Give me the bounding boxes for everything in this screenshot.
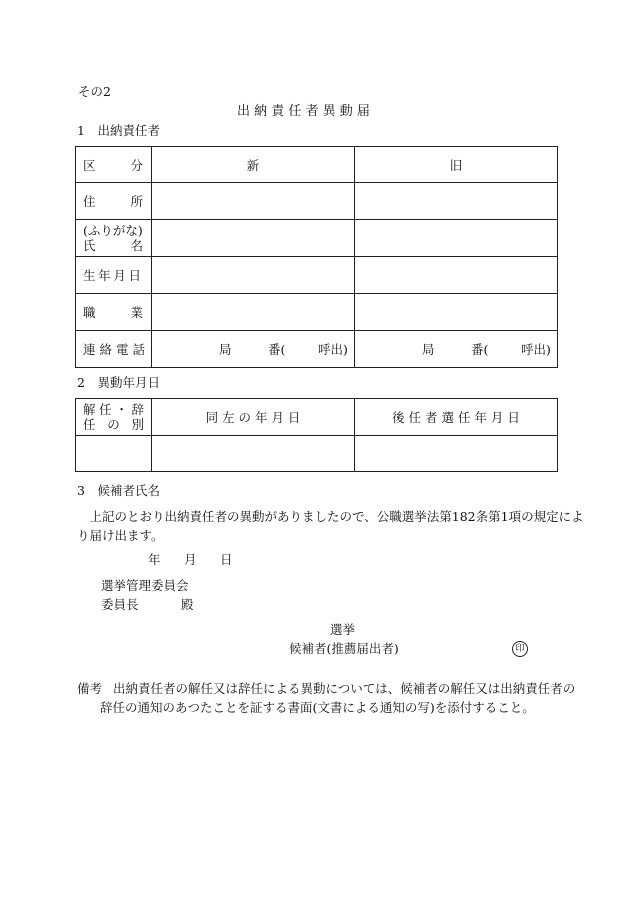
new-phone-cell[interactable]: 局 番( 呼出) [152, 331, 355, 368]
old-header: 旧 [355, 147, 558, 183]
section1-heading: 1 出納責任者 [77, 123, 160, 138]
date-day: 日 [220, 552, 233, 567]
same-date-header: 同 左 の 年 月 日 [152, 399, 355, 436]
address-label: 住 所 [76, 183, 152, 220]
new-birthdate-cell[interactable] [152, 257, 355, 294]
occupation-label: 職 業 [76, 294, 152, 331]
successor-date-header: 後 任 者 選 任 年 月 日 [355, 399, 558, 436]
notice-paragraph-line2: り届け出ます。 [77, 528, 164, 543]
committee-chairman: 委員長 [101, 597, 139, 612]
new-header: 新 [152, 147, 355, 183]
old-address-cell[interactable] [355, 183, 558, 220]
furigana-name-label: (ふりがな) 氏 名 [76, 220, 152, 257]
date-year: 年 [148, 552, 161, 567]
treasurer-table [75, 146, 558, 368]
note-line1: 出納責任者の解任又は辞任による異動については、候補者の解任又は出納責任者の [113, 681, 576, 696]
change-date-table [75, 398, 558, 472]
new-occupation-cell[interactable] [152, 294, 355, 331]
note-label: 備考 [77, 681, 103, 696]
furigana-label: (ふりがな) [83, 223, 143, 238]
old-occupation-cell[interactable] [355, 294, 558, 331]
document-title: 出 納 責 任 者 異 動 届 [237, 104, 370, 119]
election-committee: 選挙管理委員会 [101, 578, 189, 593]
old-name-cell[interactable] [355, 220, 558, 257]
successor-date-cell[interactable] [355, 436, 558, 472]
sono-label: その2 [78, 84, 111, 99]
election-label: 選挙 [330, 622, 356, 637]
seal-stamp: 印 [512, 641, 528, 657]
section2-heading: 2 異動年月日 [77, 375, 160, 390]
new-name-cell[interactable] [152, 220, 355, 257]
kubun-header: 区 分 [76, 147, 152, 183]
new-address-cell[interactable] [152, 183, 355, 220]
honorific-tono: 殿 [181, 597, 194, 612]
birthdate-label: 生 年 月 日 [76, 257, 152, 294]
date-month: 月 [184, 552, 197, 567]
old-birthdate-cell[interactable] [355, 257, 558, 294]
dismissal-type-cell[interactable] [76, 436, 152, 472]
dismissal-type-header: 解 任 ・ 辞 任 の 別 [76, 399, 152, 436]
old-phone-cell[interactable]: 局 番( 呼出) [355, 331, 558, 368]
note-line2: 辞任の通知のあつたことを証する書面(文書による通知の写)を添付すること。 [100, 700, 535, 715]
contact-phone-label: 連 絡 電 話 [76, 331, 152, 368]
section3-heading: 3 候補者氏名 [77, 483, 160, 498]
notice-paragraph-line1: 上記のとおり出納責任者の異動がありましたので、公職選挙法第182条第1項の規定によ [77, 509, 584, 524]
same-date-cell[interactable] [152, 436, 355, 472]
candidate-label: 候補者(推薦届出者) [289, 641, 399, 656]
